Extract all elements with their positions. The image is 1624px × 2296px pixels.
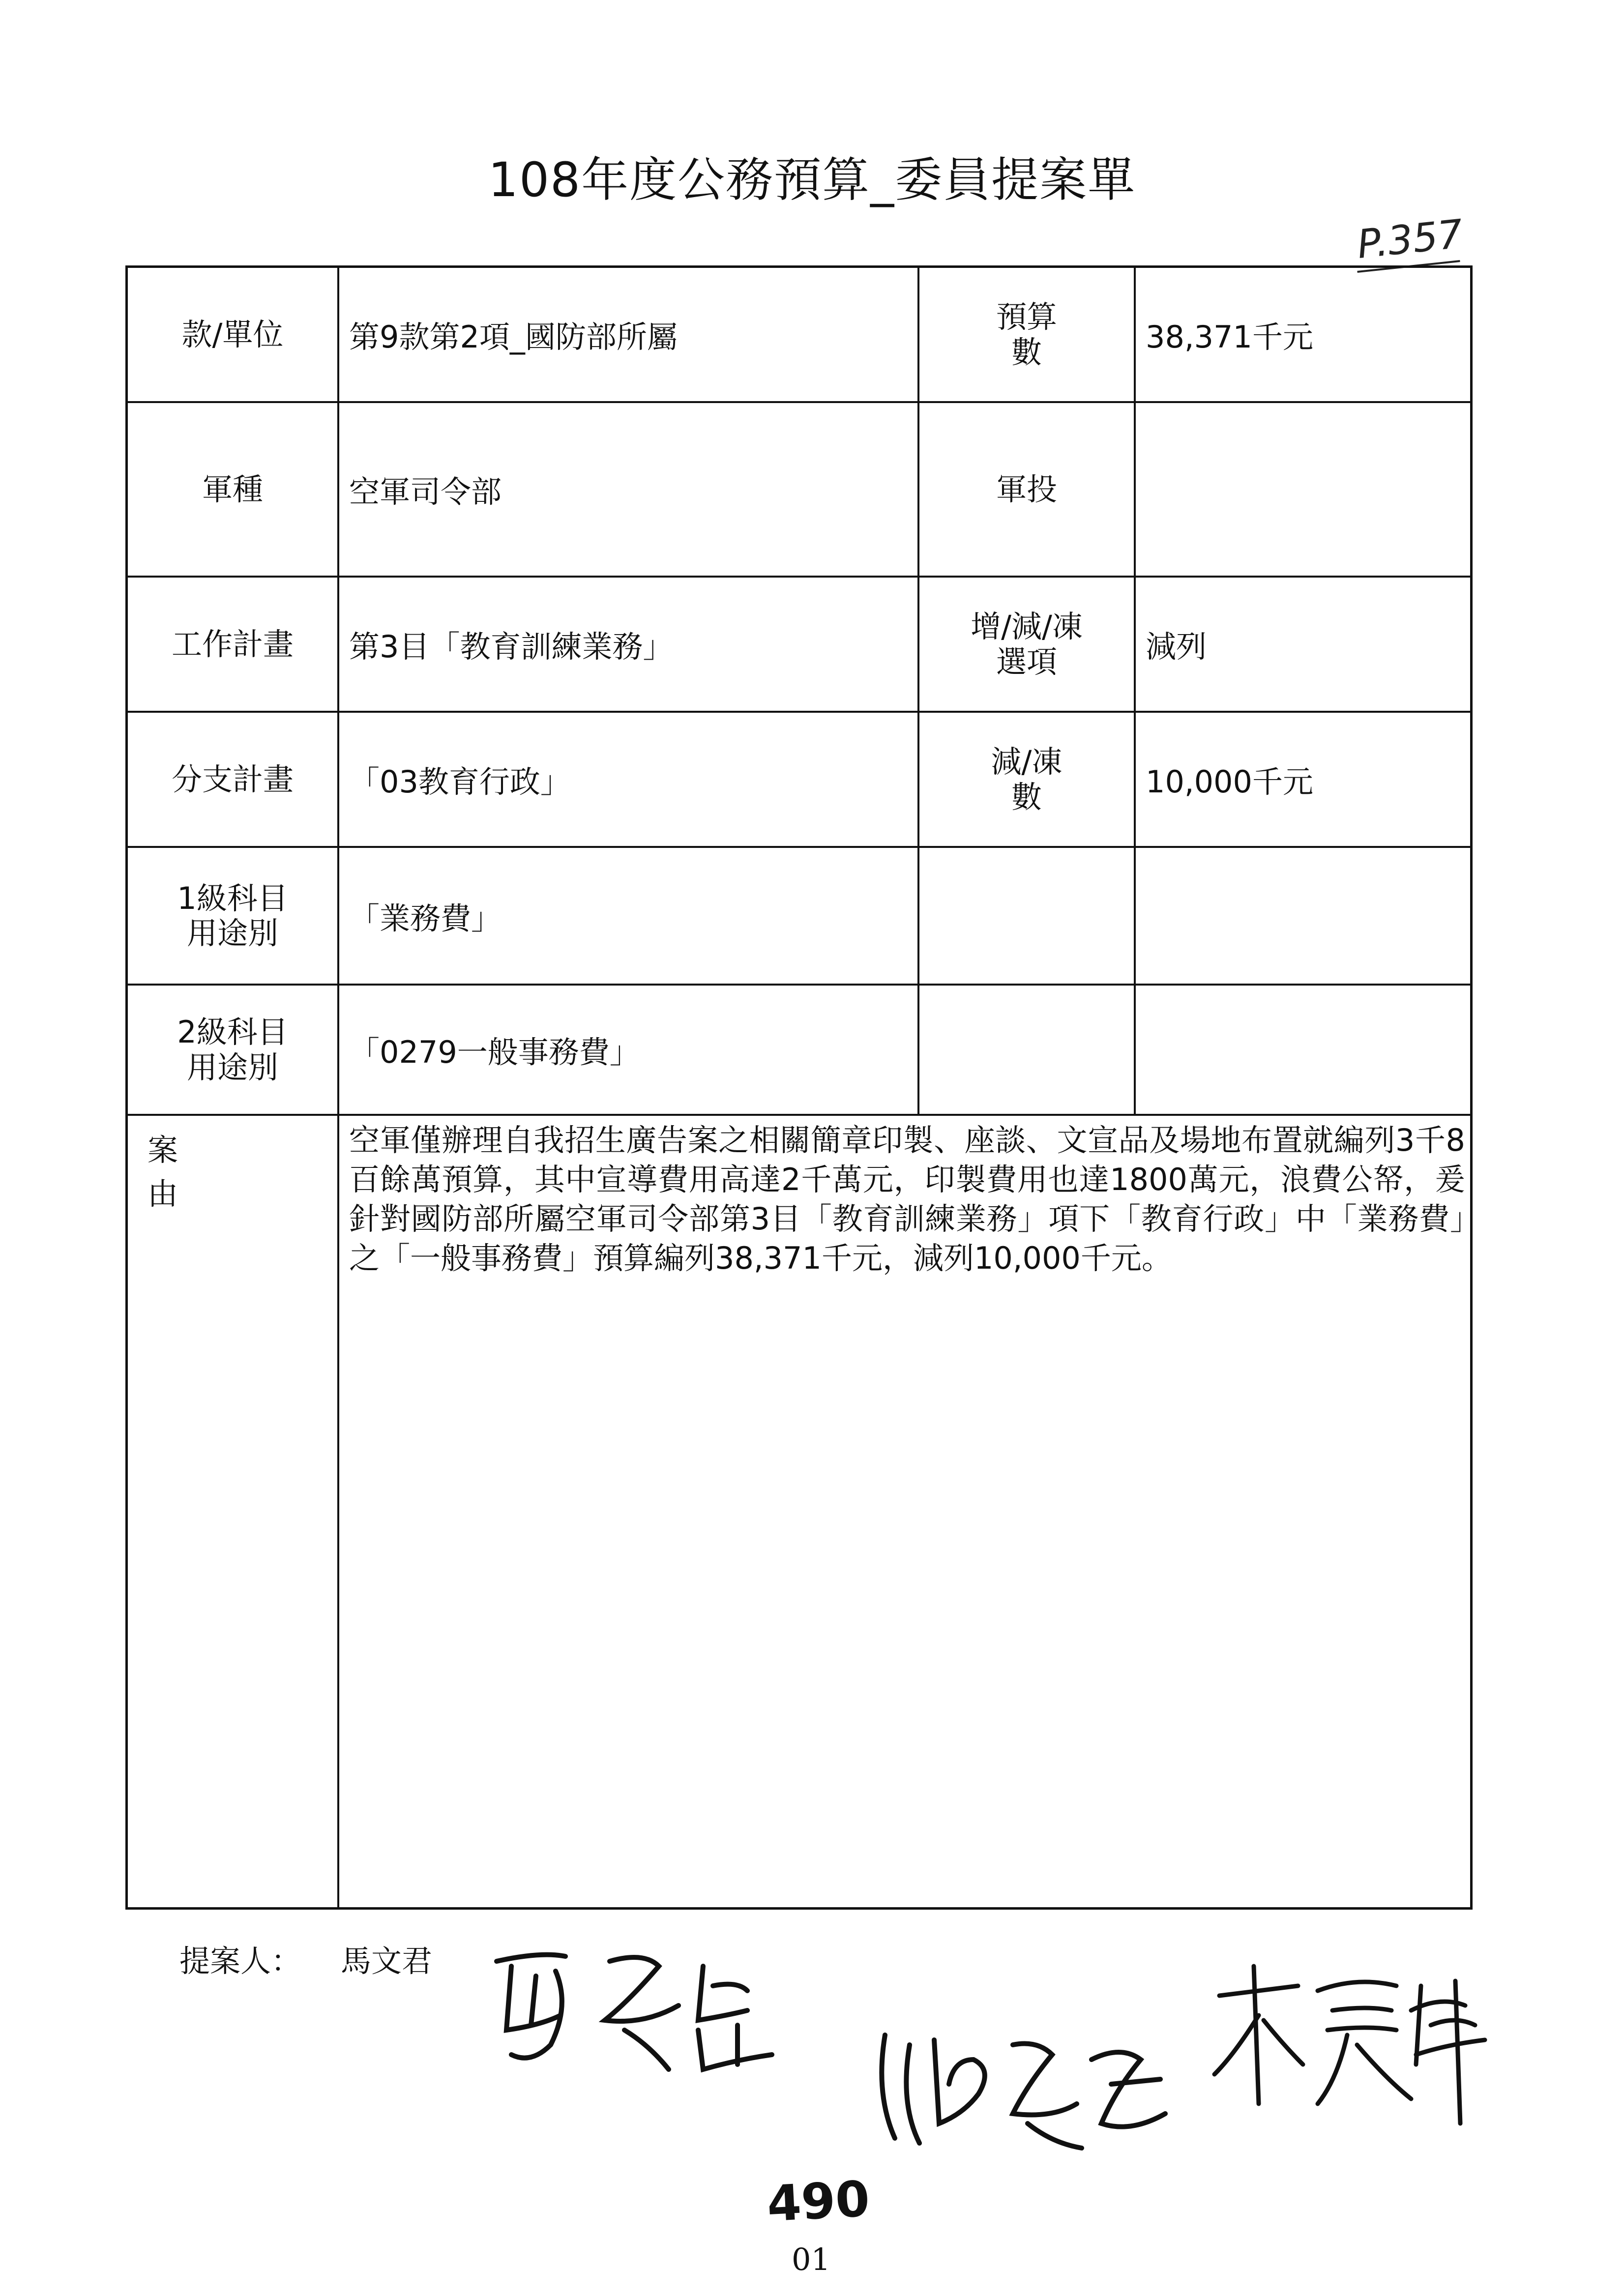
- handwritten-number: 490: [766, 2170, 871, 2233]
- row-label: 2級科目 用途別: [128, 986, 339, 1114]
- row-value-secondary: 減列: [1146, 629, 1207, 665]
- proposal-form-table: [125, 265, 1473, 1910]
- table-row: [128, 578, 1470, 713]
- table-row: [128, 848, 1470, 986]
- proposer-label: 提案人：: [179, 1943, 302, 1979]
- row-value-secondary: 38,371千元: [1146, 319, 1313, 355]
- row-label-secondary: [919, 848, 1136, 984]
- row-label: 款/單位: [128, 268, 339, 401]
- row-value-secondary: 10,000千元: [1146, 764, 1313, 800]
- row-value: 「03教育行政」: [339, 713, 919, 846]
- reason-row: [128, 1116, 1470, 1907]
- row-value: 第9款第2項_國防部所屬: [339, 268, 919, 401]
- row-label: 1級科目 用途別: [128, 848, 339, 984]
- signature-2: [865, 2015, 1180, 2163]
- signature-3: [1200, 1956, 1495, 2133]
- page-reference-note: P.357: [1355, 210, 1465, 268]
- row-label-secondary: 減/凍 數: [919, 713, 1136, 846]
- row-label: 分支計畫: [128, 713, 339, 846]
- row-value-secondary: [1136, 848, 1470, 984]
- row-label-secondary: 增/減/凍 選項: [919, 578, 1136, 711]
- table-row: [128, 268, 1470, 403]
- row-label-secondary: [919, 986, 1136, 1114]
- row-label: 軍種: [128, 403, 339, 576]
- table-row: [128, 986, 1470, 1116]
- row-value-secondary: [1136, 986, 1470, 1114]
- proposer-name: 馬文君: [341, 1943, 433, 1979]
- proposer-line: [179, 1937, 432, 1980]
- row-label: 工作計畫: [128, 578, 339, 711]
- table-row: [128, 403, 1470, 578]
- row-value: 空軍司令部: [339, 403, 919, 576]
- row-label-secondary: 預算 數: [919, 268, 1136, 401]
- table-row: [128, 713, 1470, 848]
- row-value-secondary: [1136, 403, 1470, 576]
- reason-label: 案由: [128, 1116, 339, 1907]
- row-value: 「0279一般事務費」: [339, 986, 919, 1114]
- signature-1: [482, 1932, 787, 2079]
- row-label-secondary: 軍投: [919, 403, 1136, 576]
- row-value: 「業務費」: [339, 848, 919, 984]
- page-number: 01: [792, 2241, 830, 2277]
- row-value: 第3目「教育訓練業務」: [339, 578, 919, 711]
- page-title: 108年度公務預算_委員提案單: [488, 152, 1136, 207]
- reason-text: 空軍僅辦理自我招生廣告案之相關簡章印製、座談、文宣品及場地布置就編列3千8百餘萬預算，其中宣導費用高達2千萬元，印製費用也達1800萬元，浪費公帑，爰針對國防部所屬空軍司令部第3目「教育訓練業務」項下「教育行政」中「業務費」之「一般事務費」預算編列38,371千元，減列10,000千元。: [349, 1122, 1465, 1276]
